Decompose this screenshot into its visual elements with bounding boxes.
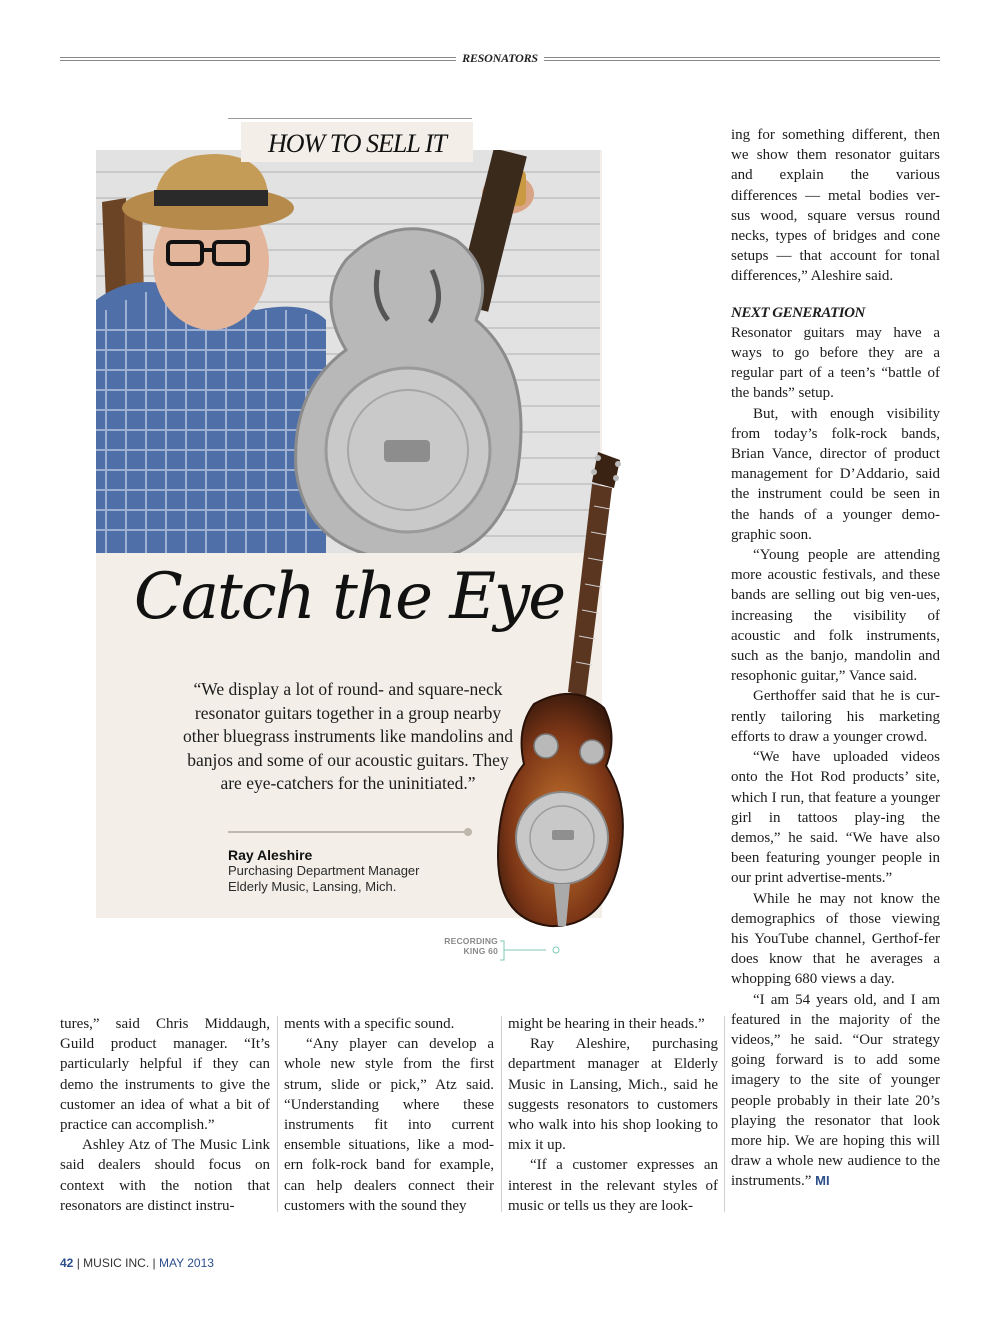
right-paragraph-1: ing for something different, then we show them resonator guitars and explain the various differences — metal bodies ver-sus wood, square versus round necks, types of bridges and cone setups — that account for tonal differences,” Aleshire said. <box>731 127 940 285</box>
attribution-title: Purchasing Department Manager <box>228 863 420 878</box>
folio-separator: | <box>76 1256 80 1270</box>
caption-line-1: RECORDING <box>444 936 498 946</box>
col2-paragraph-1: ments with a specific sound. <box>284 1016 455 1032</box>
subhead-next-generation: NEXT GENERATION <box>731 304 865 321</box>
kicker-box <box>228 118 472 160</box>
attribution-name: Ray Aleshire <box>228 847 313 863</box>
kicker-label: HOW TO SELL IT <box>268 129 446 158</box>
magazine-name: MUSIC INC. <box>83 1256 150 1270</box>
bottom-column-1 <box>60 1014 270 1216</box>
right-paragraph-8-text: “I am 54 years old, and I am featured in the majority of the videos,” he said. “Our strategy going forward is to add some imagery to the site of younger people probably in their late 20’s playing the resonator that look more hip. We are hoping this will draw a whole new audience to the instruments.” <box>731 991 940 1190</box>
right-paragraph-4: “Young people are attending more acoustic festivals, and these bands are selling out big ven-ues, increasing the visibility of acoustic and folk instruments, such as the banjo, mandolin and resophonic guitar,” Vance said. <box>731 547 940 685</box>
right-paragraph-7: While he may not know the demographics of those viewing his YouTube channel, Gerthof-fer does know that he averages a whopping 680 views a day. <box>731 890 940 988</box>
end-mark: MI <box>815 1173 830 1189</box>
folio-separator: | <box>152 1256 156 1270</box>
caption-leader-line <box>500 940 560 962</box>
kicker-label-box <box>241 122 473 162</box>
right-paragraph-6: “We have uploaded videos onto the Hot Rod products’ site, which I run, that feature a younger girl in tattoos play-ing the demos,” he said. “We have also been featuring younger people in our print advertise-ments.” <box>731 749 940 887</box>
col2-paragraph-2: “Any player can develop a whole new style from the first strum, slide or pick,” Atz said. “Understanding where these instruments fit into current ensemble situations, like a mod-ern folk-rock band for example, can help dealers connect their customers with the sound they <box>284 1036 494 1214</box>
bottom-column-2 <box>284 1014 494 1216</box>
section-label: RESONATORS <box>462 51 538 65</box>
kicker-rule <box>228 118 472 119</box>
right-paragraph-5: Gerthoffer said that he is cur-rently tailoring his marketing efforts to draw a younger crowd. <box>731 688 940 745</box>
bottom-column-3 <box>508 1014 718 1216</box>
right-paragraph-8 <box>731 990 940 1192</box>
right-paragraph-2: Resonator guitars may have a ways to go before they are a regular part of a teen’s “battle of the bands” setup. <box>731 324 940 402</box>
issue-date: MAY 2013 <box>158 1256 214 1270</box>
feature-headline: Catch the Eye <box>133 560 565 634</box>
caption-line-2: KING 60 <box>463 946 498 956</box>
right-column <box>731 125 940 1192</box>
product-caption <box>420 936 498 956</box>
running-head <box>60 52 940 66</box>
col1-paragraph-1: tures,” said Chris Middaugh, Guild product manager. “It’s particularly helpful if they can demo the instruments to give the customer an idea of what a bit of practice can accomplish.” <box>60 1016 270 1134</box>
col3-paragraph-1: might be hearing in their heads.” <box>508 1016 705 1032</box>
col1-paragraph-2: Ashley Atz of The Music Link said dealers should focus on context with the notion that resonators are distinct instru- <box>60 1137 270 1214</box>
column-divider <box>724 1016 725 1212</box>
pull-quote: “We display a lot of round- and square-neck resonator guitars together in a group nearby other bluegrass instruments like mandolins and banjos and some of our acoustic guitars. They are eye-catchers for the uninitiated.” <box>182 679 513 793</box>
pull-quote-rule <box>228 831 470 833</box>
recording-king-60-guitar-illustration <box>494 446 634 946</box>
col3-paragraph-3: “If a customer expresses an interest in the relevant styles of music or tells us they are look- <box>508 1157 718 1214</box>
column-divider <box>501 1016 502 1212</box>
folio <box>60 1256 214 1270</box>
attribution-company: Elderly Music, Lansing, Mich. <box>228 879 397 894</box>
pull-quote-attribution <box>228 847 420 895</box>
right-paragraph-3: But, with enough visibility from today’s folk-rock bands, Brian Vance, director of product management for D’Addario, said the instrument could be seen in the hands of a younger demo-graphic soon. <box>731 405 940 543</box>
page-number: 42 <box>60 1256 74 1270</box>
running-head-rule-right <box>544 57 940 61</box>
col3-paragraph-2: Ray Aleshire, purchasing department manager at Elderly Music in Lansing, Mich., said he suggests resonators to customers who walk into his shop looking to mix it up. <box>508 1036 718 1154</box>
column-divider <box>277 1016 278 1212</box>
